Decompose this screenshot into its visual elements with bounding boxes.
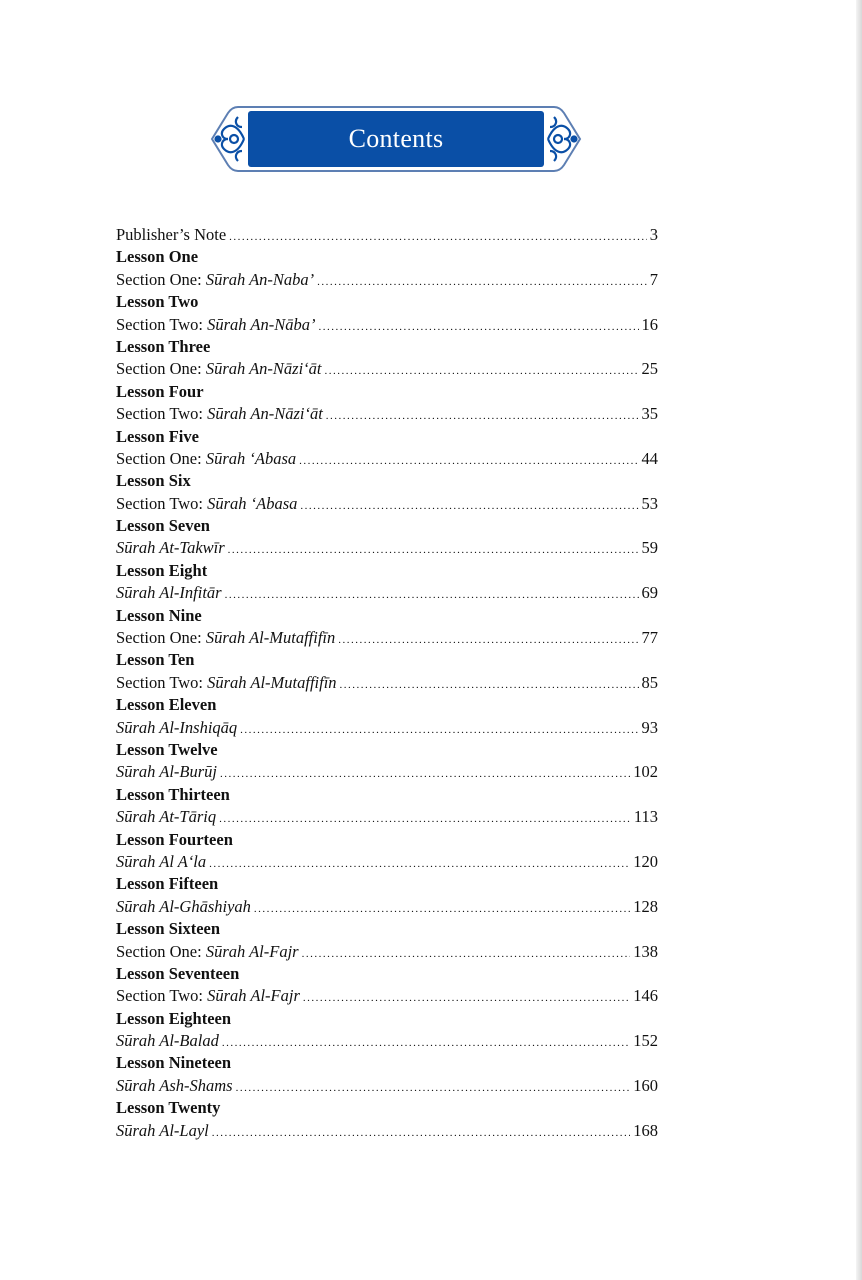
toc-entry[interactable] <box>116 941 658 963</box>
entry-prefix: Section Two: <box>116 986 208 1006</box>
page-number: 113 <box>633 807 658 827</box>
toc-entry-title <box>116 314 315 336</box>
lesson-heading: Lesson Twenty <box>116 1098 221 1118</box>
toc-entry[interactable] <box>116 761 658 783</box>
surah-name: Sūrah Al-Inshiqāq <box>116 717 238 737</box>
toc-entry-title <box>116 1030 219 1052</box>
dot-leader <box>338 629 638 651</box>
entry-prefix: Section Two: <box>116 404 208 424</box>
lesson-heading: Lesson Eight <box>116 560 208 580</box>
lesson-heading: Lesson Ten <box>116 650 195 670</box>
toc-entry[interactable] <box>116 224 658 246</box>
lesson-heading: Lesson Seven <box>116 516 210 536</box>
page-number: 160 <box>633 1075 658 1095</box>
toc-entry-title <box>116 537 225 559</box>
entry-prefix: Section One: <box>116 269 206 289</box>
lesson-heading: Lesson Twelve <box>116 739 218 759</box>
toc-entry-title <box>116 717 237 739</box>
surah-name: Sūrah Ash-Shams <box>116 1075 233 1095</box>
toc-entry[interactable] <box>116 358 658 380</box>
contents-banner <box>208 103 584 175</box>
lesson-heading: Lesson Seventeen <box>116 963 240 983</box>
surah-name: Sūrah Al-Ghāshiyah <box>116 896 251 916</box>
page-number: 168 <box>633 1120 658 1140</box>
toc-entry-title <box>116 627 335 649</box>
surah-name: Sūrah An-Nāba’ <box>207 314 316 334</box>
page-number: 53 <box>641 493 658 513</box>
dot-leader <box>340 674 639 696</box>
toc-entry-title <box>116 761 217 783</box>
page-number: 138 <box>633 941 658 961</box>
page-number: 44 <box>641 448 658 468</box>
toc-entry-title <box>116 582 222 604</box>
toc-entry-title <box>116 224 226 246</box>
toc-entry[interactable] <box>116 314 658 336</box>
surah-name: Sūrah Al-Infitār <box>116 583 222 603</box>
surah-name: Sūrah Al-Fajr <box>207 986 300 1006</box>
entry-prefix: Section One: <box>116 359 206 379</box>
dot-leader <box>212 1122 631 1144</box>
page-title: Contents <box>348 124 444 153</box>
surah-name: Sūrah Al-Mutaffifīn <box>207 672 337 692</box>
dot-leader <box>300 495 638 517</box>
dot-leader <box>236 1077 631 1099</box>
toc-entry[interactable] <box>116 269 658 291</box>
page-number: 128 <box>633 896 658 916</box>
toc-entry[interactable] <box>116 1120 658 1142</box>
toc-entry-title <box>116 493 297 515</box>
toc-entry[interactable] <box>116 1030 658 1052</box>
toc-entry[interactable] <box>116 537 658 559</box>
toc-entry[interactable] <box>116 985 658 1007</box>
toc-entry-title <box>116 358 322 380</box>
entry-prefix: Section Two: <box>116 314 208 334</box>
surah-name: Sūrah An-Nāzi‘āt <box>207 404 323 424</box>
lesson-heading: Lesson Six <box>116 471 191 491</box>
lesson-heading: Lesson Eleven <box>116 695 217 715</box>
page-number: 120 <box>633 851 658 871</box>
surah-name: Sūrah At-Takwīr <box>116 538 225 558</box>
entry-prefix: Publisher’s Note <box>116 225 227 244</box>
toc-entry[interactable] <box>116 896 658 918</box>
dot-leader <box>222 1032 630 1054</box>
toc-entry-title <box>116 1120 209 1142</box>
toc-entry[interactable] <box>116 806 658 828</box>
toc-entry-title <box>116 985 300 1007</box>
lesson-heading: Lesson Four <box>116 381 204 401</box>
surah-name: Sūrah Al A‘la <box>116 851 207 871</box>
surah-name: Sūrah An-Nāzi‘āt <box>205 359 322 379</box>
toc-entry-title <box>116 1075 233 1097</box>
surah-name: Sūrah ‘Abasa <box>207 493 298 513</box>
toc-entry[interactable] <box>116 448 658 470</box>
toc-entry-title <box>116 448 296 470</box>
page-number: 16 <box>641 314 658 334</box>
table-of-contents <box>116 224 658 1142</box>
page-number: 152 <box>633 1031 658 1051</box>
toc-entry-title <box>116 269 314 291</box>
page-number: 35 <box>641 404 658 424</box>
lesson-heading: Lesson Thirteen <box>116 784 230 804</box>
dot-leader <box>229 226 647 248</box>
entry-prefix: Section One: <box>116 448 206 468</box>
toc-entry[interactable] <box>116 672 658 694</box>
dot-leader <box>228 539 639 561</box>
page-number: 25 <box>641 359 658 379</box>
toc-entry-title <box>116 403 323 425</box>
toc-entry[interactable] <box>116 403 658 425</box>
entry-prefix: Section Two: <box>116 493 208 513</box>
lesson-heading: Lesson One <box>116 247 199 267</box>
lesson-heading: Lesson Fifteen <box>116 874 219 894</box>
toc-entry[interactable] <box>116 582 658 604</box>
surah-name: Sūrah An-Naba’ <box>205 269 315 289</box>
surah-name: Sūrah At-Tāriq <box>116 807 217 827</box>
dot-leader <box>254 898 630 920</box>
surah-name: Sūrah Al-Balad <box>116 1031 219 1051</box>
dot-leader <box>220 763 630 785</box>
page-number: 69 <box>641 583 658 603</box>
page-number: 146 <box>633 986 658 1006</box>
toc-entry[interactable] <box>116 493 658 515</box>
surah-name: Sūrah Al-Mutaffifīn <box>205 628 336 648</box>
toc-entry-title <box>116 672 337 694</box>
dot-leader <box>209 853 630 875</box>
lesson-heading: Lesson Three <box>116 336 211 356</box>
dot-leader <box>303 987 630 1009</box>
dot-leader <box>325 360 639 382</box>
page-number: 85 <box>641 672 658 692</box>
page-edge <box>856 0 862 1280</box>
dot-leader <box>317 271 647 293</box>
surah-name: Sūrah Al-Burūj <box>116 762 217 782</box>
lesson-heading: Lesson Five <box>116 426 199 446</box>
toc-entry-title <box>116 851 206 873</box>
entry-prefix: Section Two: <box>116 672 208 692</box>
toc-entry[interactable] <box>116 851 658 873</box>
entry-prefix: Section One: <box>116 628 206 648</box>
page-number: 93 <box>641 717 658 737</box>
page-number: 59 <box>641 538 658 558</box>
surah-name: Sūrah Al-Fajr <box>205 941 299 961</box>
lesson-heading: Lesson Eighteen <box>116 1008 232 1028</box>
toc-entry-title <box>116 941 299 963</box>
page-number: 77 <box>641 628 658 648</box>
entry-prefix: Section One: <box>116 941 206 961</box>
dot-leader <box>219 808 631 830</box>
lesson-heading: Lesson Sixteen <box>116 919 221 939</box>
dot-leader <box>240 719 638 741</box>
page-number: 7 <box>649 269 658 289</box>
surah-name: Sūrah ‘Abasa <box>205 448 297 468</box>
toc-entry-title <box>116 806 216 828</box>
toc-entry[interactable] <box>116 627 658 649</box>
page-number: 3 <box>649 225 658 244</box>
lesson-heading: Lesson Fourteen <box>116 829 233 849</box>
dot-leader <box>318 316 638 338</box>
surah-name: Sūrah Al-Layl <box>116 1120 209 1140</box>
page-number: 102 <box>633 762 658 782</box>
lesson-heading: Lesson Two <box>116 292 199 312</box>
toc-entry[interactable] <box>116 717 658 739</box>
dot-leader <box>225 584 639 606</box>
toc-entry[interactable] <box>116 1075 658 1097</box>
dot-leader <box>326 405 639 427</box>
lesson-heading: Lesson Nine <box>116 605 202 625</box>
dot-leader <box>299 450 638 472</box>
lesson-heading: Lesson Nineteen <box>116 1053 232 1073</box>
dot-leader <box>302 943 631 965</box>
toc-entry-title <box>116 896 251 918</box>
